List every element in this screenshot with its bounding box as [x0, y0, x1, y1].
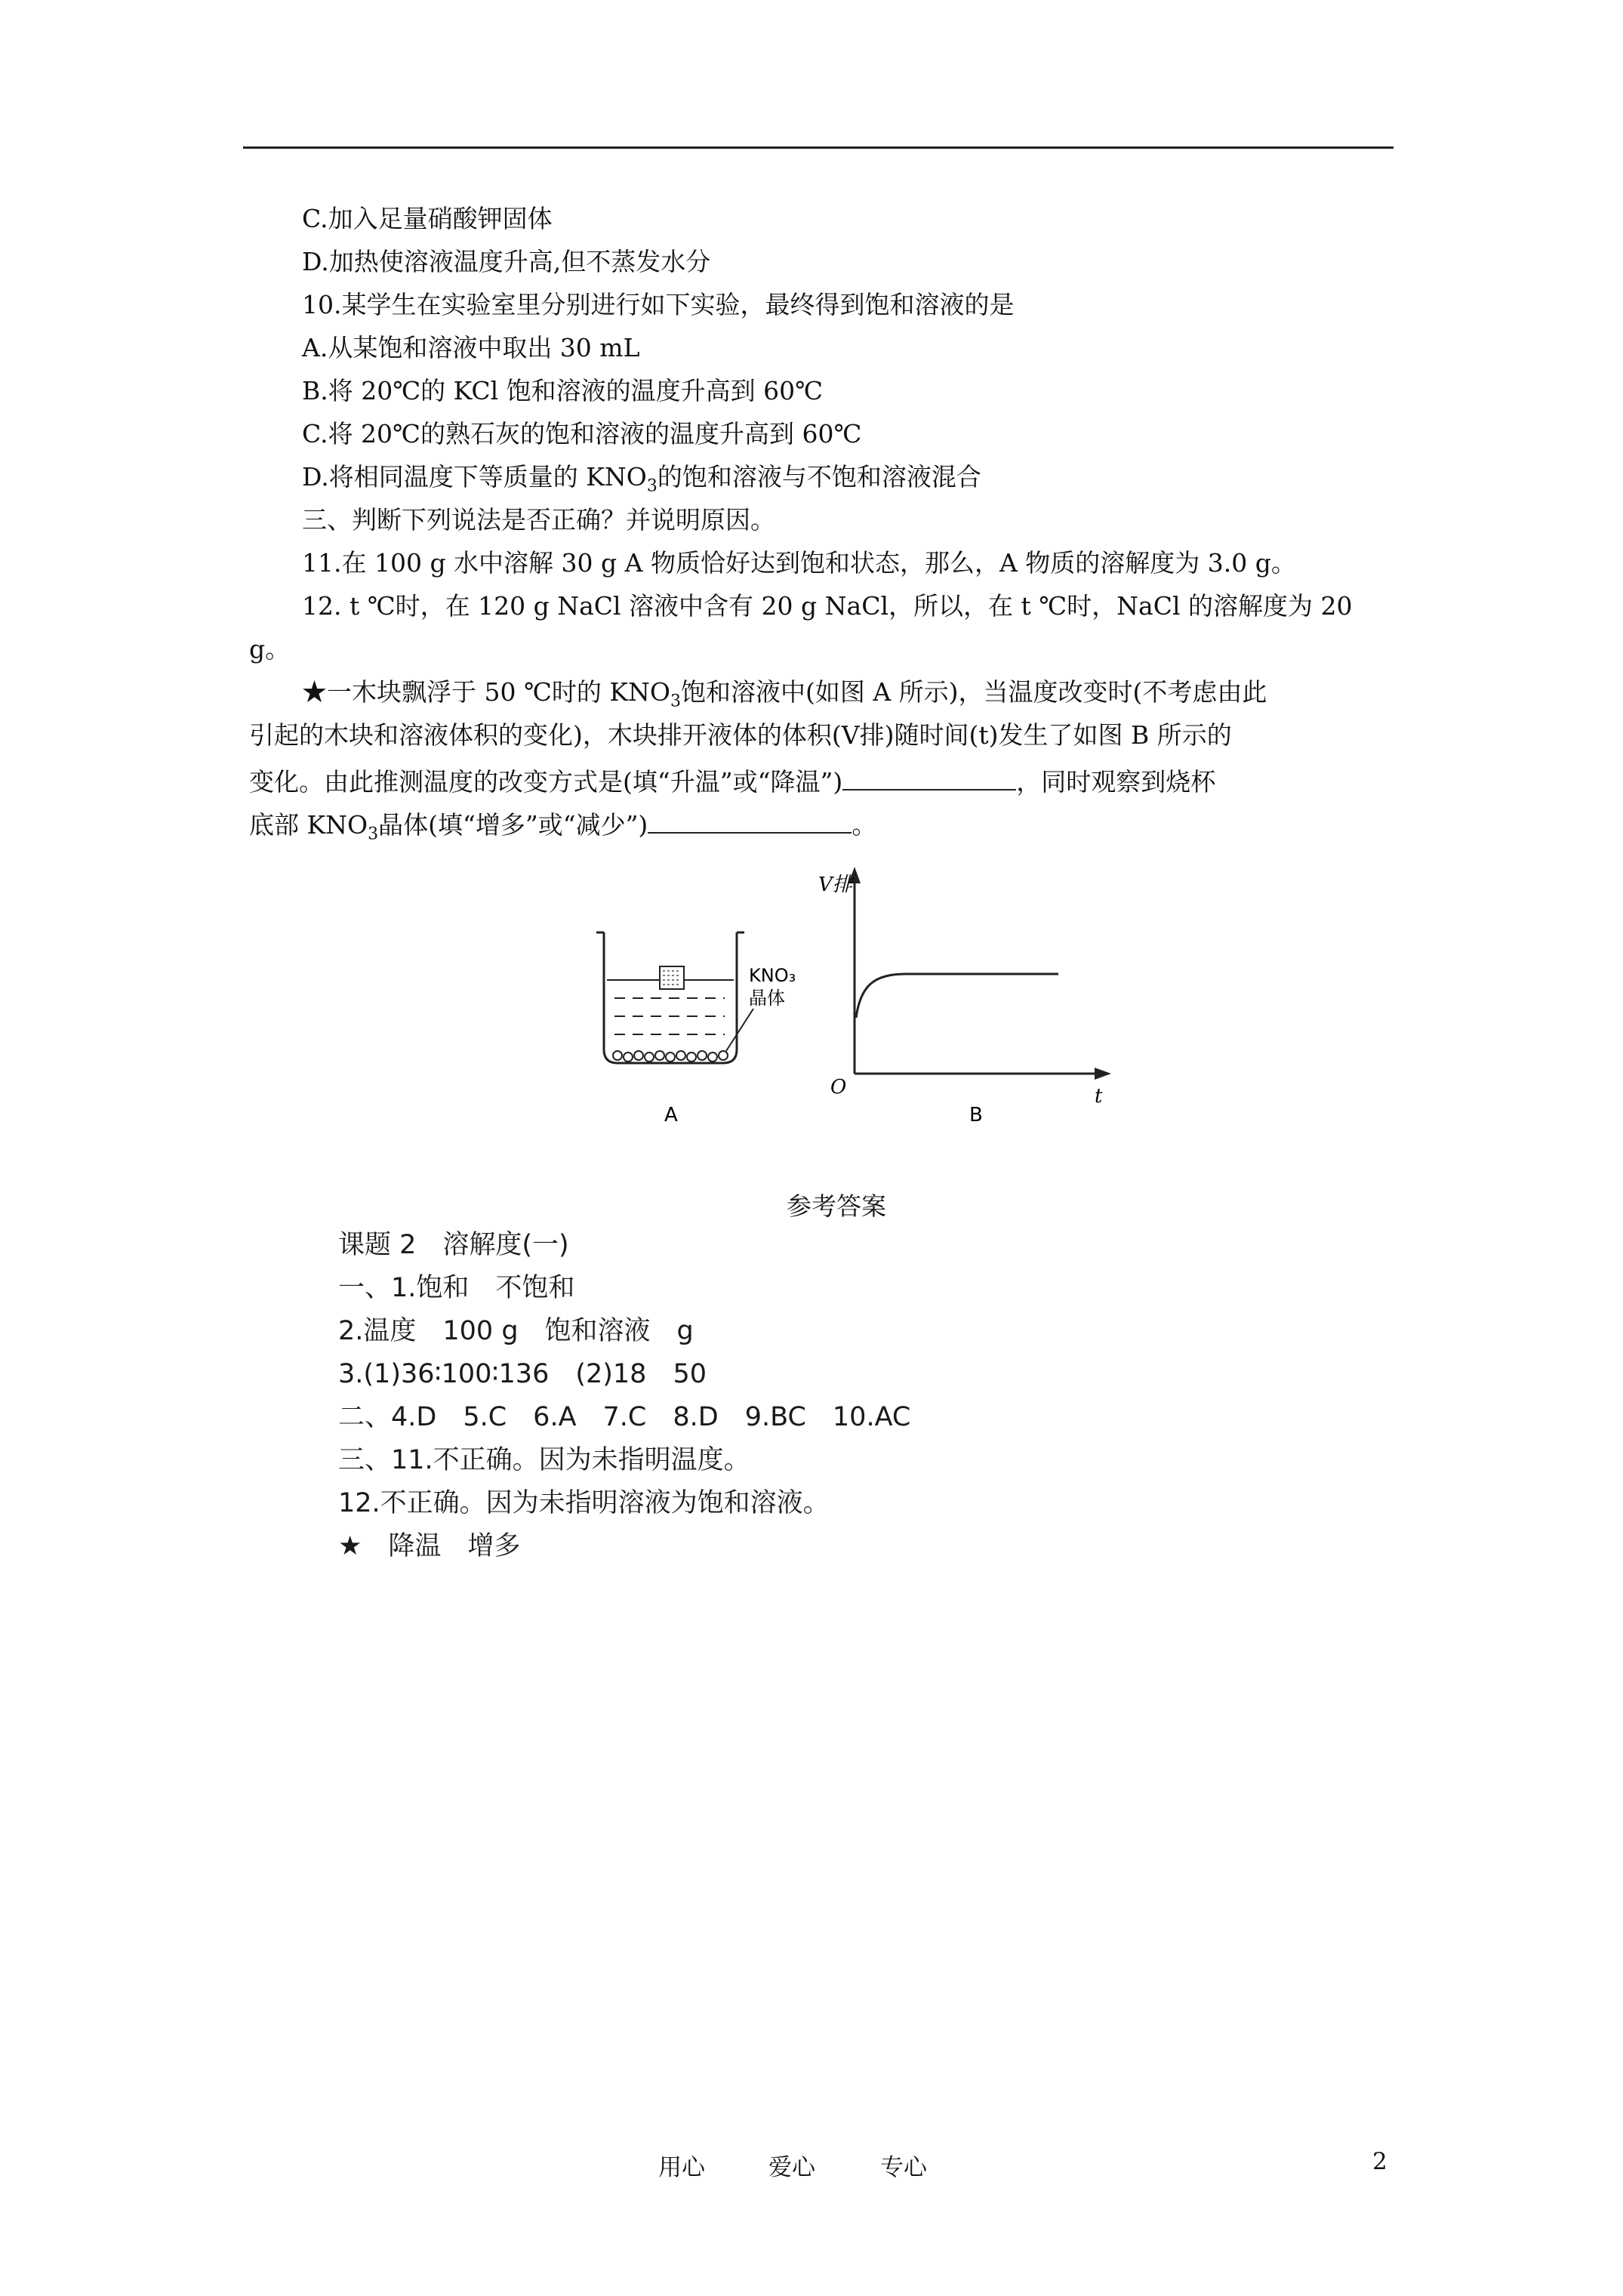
answer-line: ★ 降温 增多: [338, 1531, 521, 1561]
answers-title: 参考答案: [787, 1191, 886, 1221]
star-question-line4: 底部 $KNO_3$晶体(填“增多”或“减少”) 。: [249, 806, 876, 850]
star-question-line3: 变化。由此推测温度的改变方式是(填“升温”或“降温”) ，同时观察到烧杯: [249, 763, 1215, 797]
star-question-line2: 引起的木块和溶液体积的变化)，木块排开液体的体积(V排)随时间(t)发生了如图 B 所示的: [249, 720, 1232, 750]
beaker-label-crystal: 晶体: [749, 988, 785, 1009]
volume-time-graph: [818, 867, 1111, 1126]
footer-right: 专心: [880, 2154, 927, 2181]
answer-line: 二、4.D 5.C 6.A 7.C 8.D 9.BC 10.AC: [338, 1402, 911, 1432]
option-d-line: D.加热使溶液温度升高,但不蒸发水分: [302, 247, 711, 276]
beaker-diagram: [596, 932, 796, 1126]
answer-blank-1[interactable]: [842, 763, 1016, 791]
figure-a-label: A: [664, 1104, 678, 1126]
answer-line: 课题 2 溶解度(一): [338, 1230, 569, 1260]
question-12-line: 12. t ℃时，在 120 g NaCl 溶液中含有 20 g NaCl，所以，在 t ℃时，NaCl 的溶解度为 20: [302, 591, 1353, 621]
beaker-label-formula: KNO₃: [749, 965, 796, 986]
footer-middle: 爱心: [768, 2154, 815, 2181]
answer-line: 12.不正确。因为未指明溶液为饱和溶液。: [338, 1488, 830, 1518]
x-axis-arrow: [1095, 1068, 1111, 1080]
star-question-line1: ★一木块飘浮于 50 ℃时的 $KNO_3$饱和溶液中(如图 A 所示)，当温度改变时(不考虑由此: [302, 677, 1267, 711]
answer-line: 一、1.饱和 不饱和: [338, 1273, 575, 1303]
footer-left: 用心: [658, 2154, 705, 2181]
figure-b-label: B: [969, 1104, 983, 1126]
page-number: 2: [1372, 2148, 1387, 2175]
label-pointer: [726, 1009, 753, 1051]
option-c-line: C.加入足量硝酸钾固体: [302, 204, 553, 233]
section-3-heading: 三、判断下列说法是否正确？并说明原因。: [302, 505, 775, 535]
q10-option-b: B.将 20℃的 KCl 饱和溶液的温度升高到 60℃: [302, 376, 824, 405]
q10-option-a: A.从某饱和溶液中取出 30 mL: [302, 333, 640, 362]
answer-line: 3.(1)36∶100∶136 (2)18 50: [338, 1359, 707, 1389]
question-10-line: 10.某学生在实验室里分别进行如下实验，最终得到饱和溶液的是: [302, 290, 1015, 319]
question-11-line: 11.在 100 g 水中溶解 30 g A 物质恰好达到饱和状态，那么，A 物质的溶解度为 3.0 g。: [302, 548, 1296, 578]
answer-line: 三、11.不正确。因为未指明温度。: [338, 1445, 750, 1475]
y-axis-label: V排: [818, 874, 852, 896]
q10-option-c: C.将 20℃的熟石灰的饱和溶液的温度升高到 60℃: [302, 419, 862, 448]
answer-line: 2.温度 100 g 饱和溶液 g: [338, 1316, 694, 1346]
q10-option-d: D.将相同温度下等质量的 $KNO_3$的饱和溶液与不饱和溶液混合: [302, 462, 981, 496]
volume-curve: [856, 974, 1058, 1018]
origin-label: O: [830, 1076, 847, 1099]
x-axis-label: t: [1095, 1085, 1103, 1108]
wood-block: [660, 966, 684, 989]
question-12-wrap: g。: [249, 634, 291, 664]
answer-blank-2[interactable]: [648, 806, 852, 834]
beaker-and-graph-figure: [574, 861, 1132, 1148]
header-rule: [243, 146, 1394, 149]
crystals-at-bottom: [613, 1051, 728, 1062]
